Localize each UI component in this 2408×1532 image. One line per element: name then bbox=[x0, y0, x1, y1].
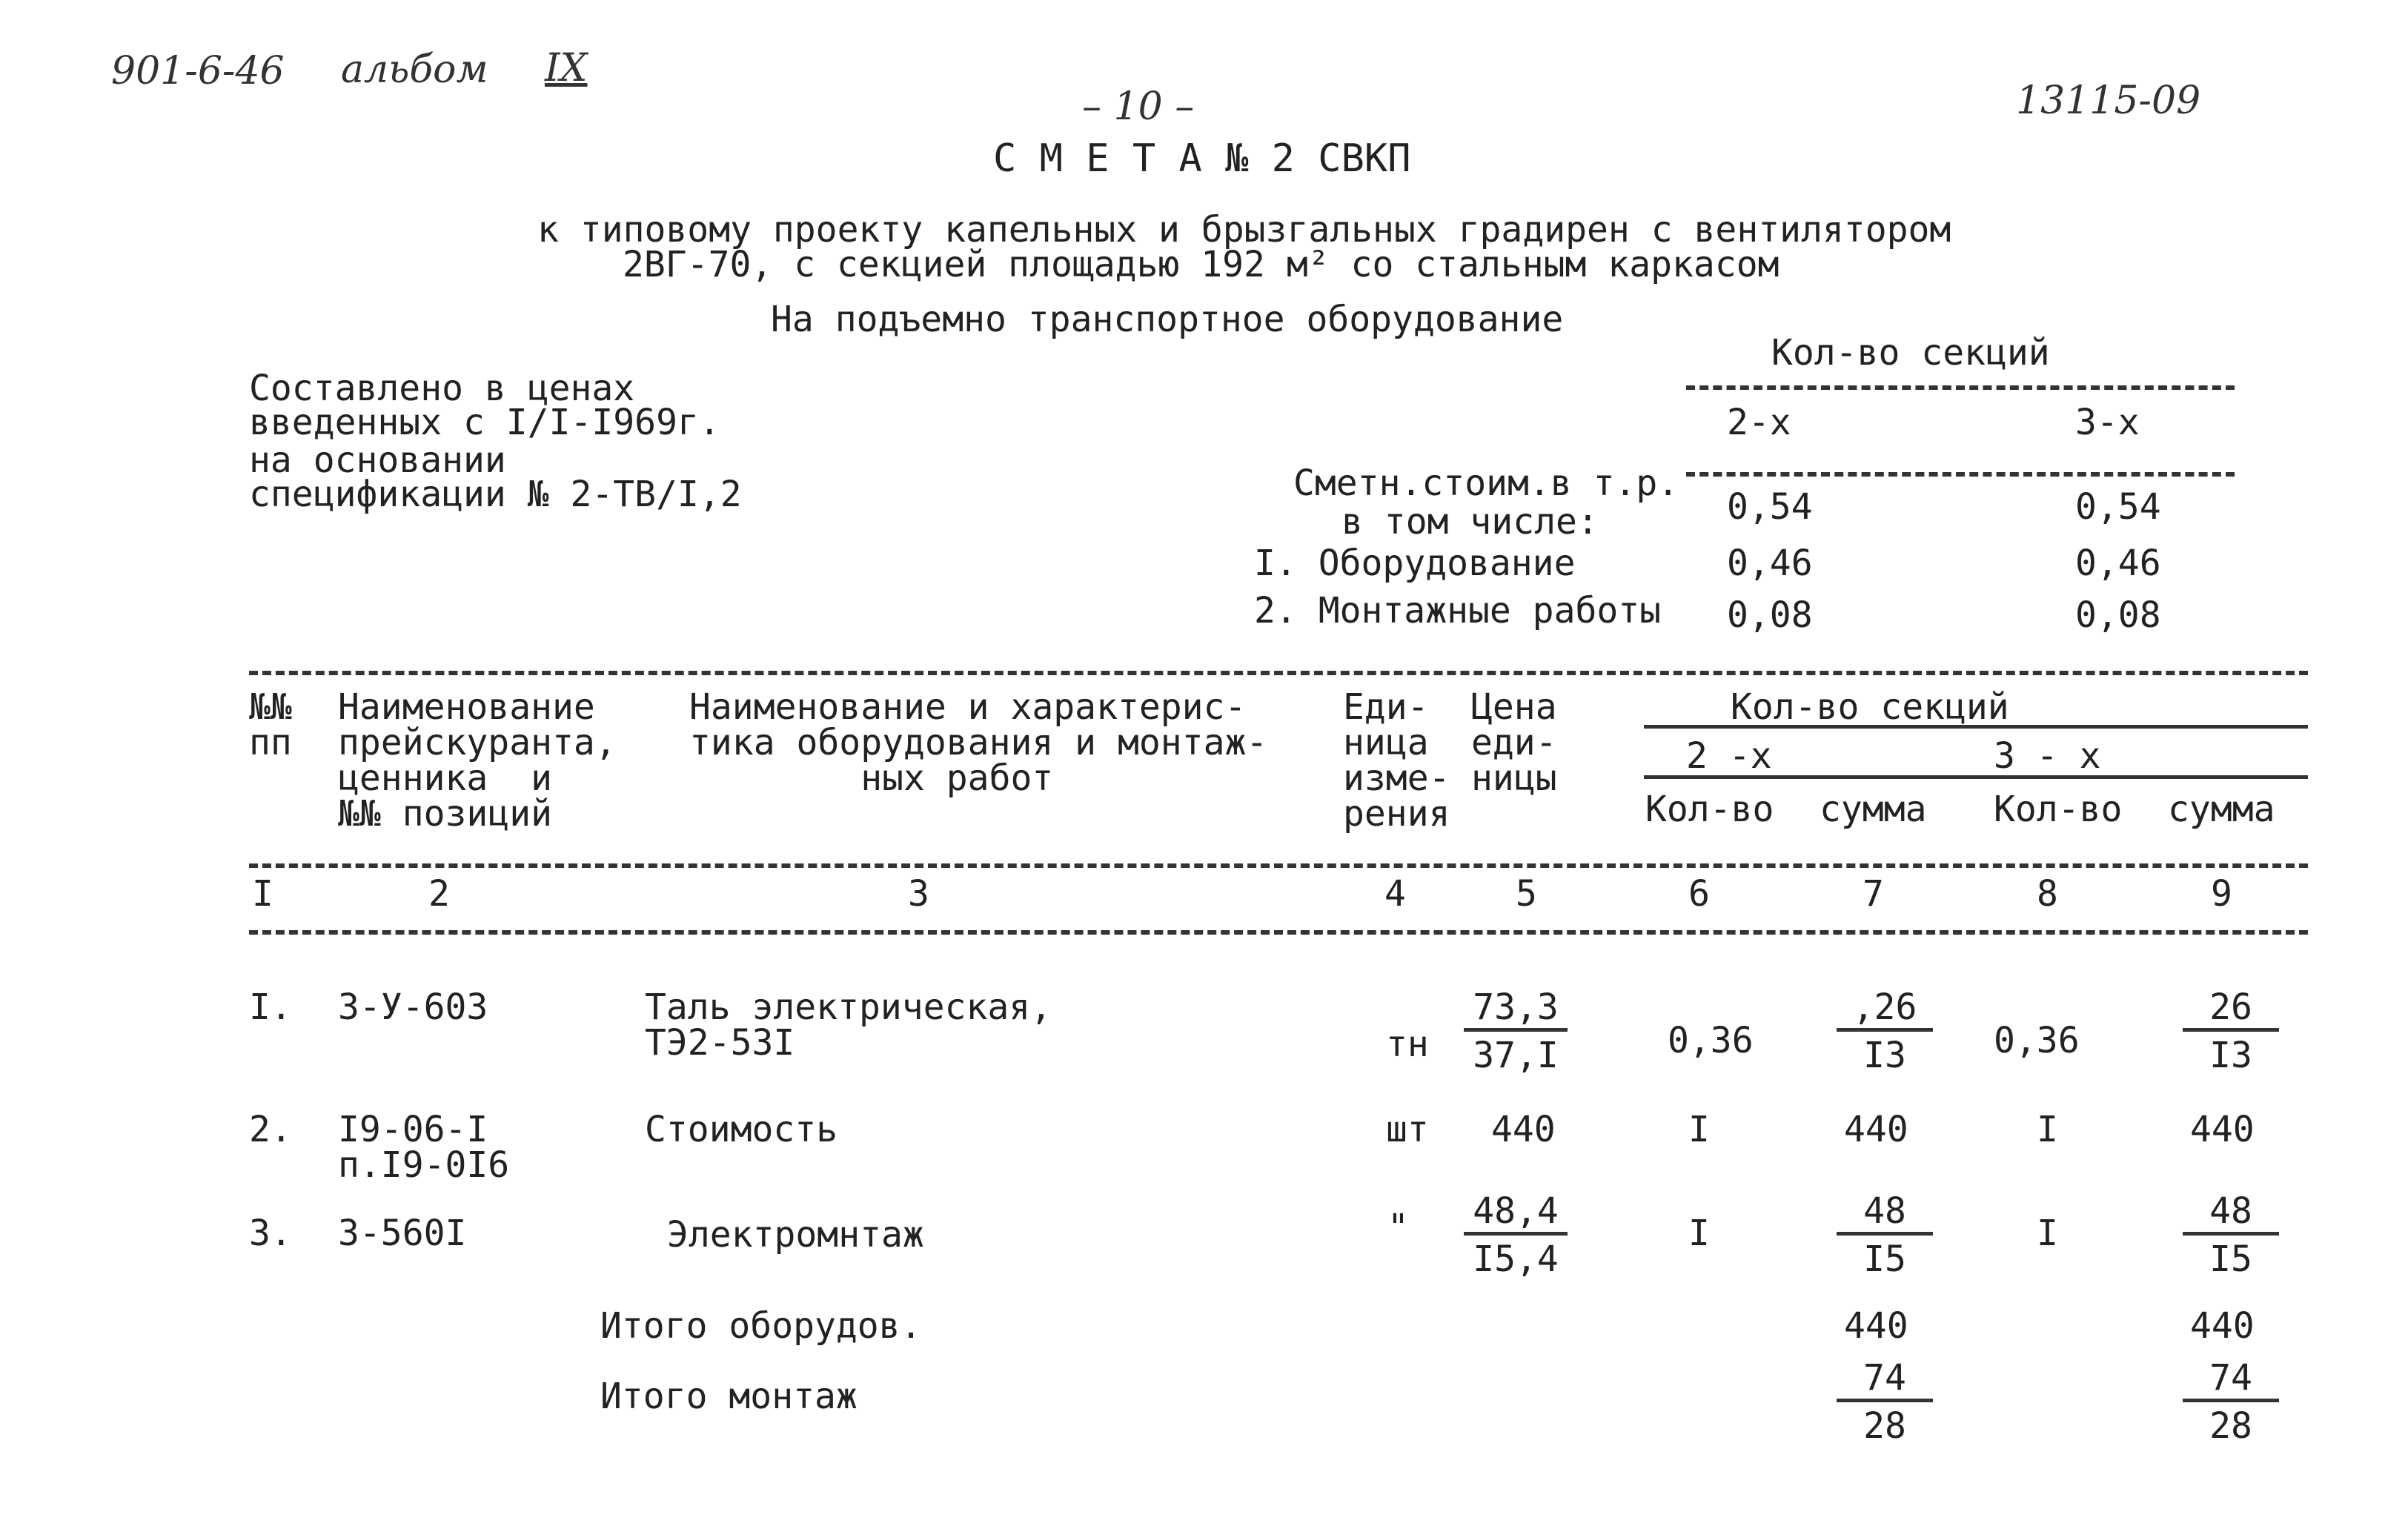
document-title: С М Е Т А № 2 СВКП bbox=[993, 136, 1411, 181]
total-equipment-label: Итого оборудов. bbox=[600, 1305, 922, 1347]
summary-col-3x: 3-х bbox=[2075, 402, 2140, 443]
row1-sum-2x-equipment: ,26 bbox=[1837, 989, 1933, 1032]
summary-installation-label: 2. Монтажные работы bbox=[1254, 590, 1662, 631]
basis-line-3: на основании bbox=[249, 440, 506, 481]
row1-unit: тн bbox=[1386, 1024, 1429, 1065]
row2-qty-3x: I bbox=[2037, 1109, 2058, 1150]
row1-price bbox=[1464, 986, 1568, 1076]
basis-line-1: Составлено в ценах bbox=[249, 368, 635, 409]
total-installation-3x-top: 74 bbox=[2183, 1360, 2279, 1402]
header-sec-2x: 2 -х bbox=[1686, 735, 1772, 777]
row1-sum-3x-equipment: 26 bbox=[2183, 989, 2279, 1032]
summary-equipment-2x: 0,46 bbox=[1727, 543, 1813, 584]
summary-installation-3x: 0,08 bbox=[2075, 594, 2161, 636]
total-installation-2x bbox=[1837, 1357, 1933, 1447]
row1-sum-2x bbox=[1837, 986, 1933, 1076]
row1-sum-2x-installation: I3 bbox=[1863, 1035, 1906, 1076]
col-number-3: 3 bbox=[908, 873, 929, 915]
row3-code: 3-560I bbox=[338, 1213, 467, 1254]
basis-line-4: спецификации № 2-ТВ/I,2 bbox=[249, 474, 742, 515]
row2-number: 2. bbox=[249, 1109, 292, 1150]
row2-sum-2x: 440 bbox=[1844, 1109, 1908, 1150]
subtitle-line-3: На подъемно транспортное оборудование bbox=[771, 299, 1564, 340]
summary-incl-label: в том числе: bbox=[1341, 501, 1599, 543]
row3-name: Электромнтаж bbox=[667, 1214, 924, 1256]
header-col-description: Наименование и характерис- тика оборудования и монтаж- ных работ bbox=[689, 686, 1268, 799]
header-col-pricelist: Наименование прейскуранта, ценника и №№ позиций bbox=[338, 686, 617, 835]
summary-total-2x: 0,54 bbox=[1727, 486, 1813, 528]
col-number-9: 9 bbox=[2211, 873, 2232, 915]
basis-line-2: введенных с I/I-I969г. bbox=[249, 402, 720, 443]
row1-price-installation: 37,I bbox=[1473, 1035, 1559, 1076]
row3-price-equipment: 48,4 bbox=[1464, 1193, 1568, 1236]
summary-col-2x: 2-х bbox=[1727, 402, 1791, 443]
summary-equipment-3x: 0,46 bbox=[2075, 543, 2161, 584]
subtitle-line-2: 2ВГ-70, с секцией площадью 192 м² со стальным каркасом bbox=[623, 244, 1780, 285]
row3-sum-2x bbox=[1837, 1190, 1933, 1280]
row3-unit: " bbox=[1387, 1207, 1409, 1248]
summary-equipment-label: I. Оборудование bbox=[1254, 543, 1576, 584]
row3-price bbox=[1464, 1190, 1568, 1280]
row2-unit: шт bbox=[1386, 1109, 1429, 1150]
col-number-1: I bbox=[252, 873, 273, 915]
album-number-handwritten: IX bbox=[545, 46, 588, 90]
table-rule-colnums-bottom bbox=[249, 930, 2308, 935]
col-number-2: 2 bbox=[428, 873, 450, 915]
header-col-unit: Еди- ница изме- рения bbox=[1343, 686, 1450, 835]
row3-qty-2x: I bbox=[1688, 1213, 1710, 1254]
header-sections: Кол-во секций bbox=[1731, 686, 2009, 728]
col-number-4: 4 bbox=[1384, 873, 1406, 915]
total-installation-label: Итого монтаж bbox=[600, 1376, 858, 1417]
page-number: – 10 – bbox=[1082, 84, 1195, 129]
row1-sum-3x bbox=[2183, 986, 2279, 1076]
row3-number: 3. bbox=[249, 1213, 292, 1254]
row3-sum-3x bbox=[2183, 1190, 2279, 1280]
header-qty-2x: Кол-во bbox=[1645, 789, 1774, 830]
header-sum-3x: сумма bbox=[2168, 789, 2275, 830]
series-handwritten: 901-6-46 bbox=[111, 49, 285, 93]
summary-rule-top bbox=[1686, 385, 2235, 390]
row3-sum-3x-equipment: 48 bbox=[2183, 1193, 2279, 1236]
total-installation-2x-top: 74 bbox=[1837, 1360, 1933, 1402]
subtitle-line-1: к типовому проекту капельных и брызгальных градирен с вентилятором bbox=[537, 209, 1951, 251]
row1-sum-3x-installation: I3 bbox=[2209, 1035, 2252, 1076]
row3-qty-3x: I bbox=[2037, 1213, 2058, 1254]
album-handwritten: альбом bbox=[341, 47, 488, 92]
row3-sum-2x-installation: I5 bbox=[1863, 1238, 1906, 1280]
row3-sum-3x-installation: I5 bbox=[2209, 1238, 2252, 1280]
row3-price-installation: I5,4 bbox=[1473, 1238, 1559, 1280]
row1-number: I. bbox=[249, 986, 292, 1028]
header-qty-3x: Кол-во bbox=[1994, 789, 2123, 830]
summary-sections-header: Кол-во секций bbox=[1771, 332, 2050, 374]
row2-qty-2x: I bbox=[1688, 1109, 1710, 1150]
header-col-number: №№ пп bbox=[249, 686, 292, 763]
row2-price: 440 bbox=[1491, 1109, 1556, 1150]
summary-installation-2x: 0,08 bbox=[1727, 594, 1813, 636]
col-number-8: 8 bbox=[2037, 873, 2058, 915]
row1-qty-2x: 0,36 bbox=[1668, 1020, 1754, 1061]
total-installation-3x-bottom: 28 bbox=[2209, 1405, 2252, 1447]
col-number-5: 5 bbox=[1516, 873, 1537, 915]
header-sum-2x: сумма bbox=[1820, 789, 1927, 830]
row2-code: I9-06-I п.I9-0I6 bbox=[338, 1109, 510, 1186]
table-rule-colnums-top bbox=[249, 863, 2308, 868]
total-installation-2x-bottom: 28 bbox=[1863, 1405, 1906, 1447]
document-number: 13115-09 bbox=[2016, 79, 2201, 123]
col-number-7: 7 bbox=[1863, 873, 1884, 915]
row2-sum-3x: 440 bbox=[2190, 1109, 2255, 1150]
header-sec-3x: 3 - х bbox=[1994, 735, 2101, 777]
summary-total-label: Сметн.стоим.в т.р. bbox=[1293, 462, 1679, 504]
row1-price-equipment: 73,3 bbox=[1464, 989, 1568, 1032]
summary-total-3x: 0,54 bbox=[2075, 486, 2161, 528]
col-number-6: 6 bbox=[1688, 873, 1710, 915]
table-rule-top bbox=[249, 671, 2308, 675]
total-installation-3x bbox=[2183, 1357, 2279, 1447]
total-equipment-3x: 440 bbox=[2190, 1305, 2255, 1347]
row1-name: Таль электрическая, ТЭ2-53I bbox=[645, 986, 1052, 1064]
total-equipment-2x: 440 bbox=[1844, 1305, 1908, 1347]
row2-name: Стоимость bbox=[645, 1109, 838, 1150]
header-subsections-rule bbox=[1644, 775, 2308, 779]
row1-qty-3x: 0,36 bbox=[1994, 1020, 2080, 1061]
summary-rule-mid bbox=[1686, 472, 2235, 477]
row1-code: 3-У-603 bbox=[338, 986, 488, 1028]
row3-sum-2x-equipment: 48 bbox=[1837, 1193, 1933, 1236]
header-col-price: Цена еди- ницы bbox=[1471, 686, 1557, 799]
header-sections-rule bbox=[1644, 725, 2308, 729]
